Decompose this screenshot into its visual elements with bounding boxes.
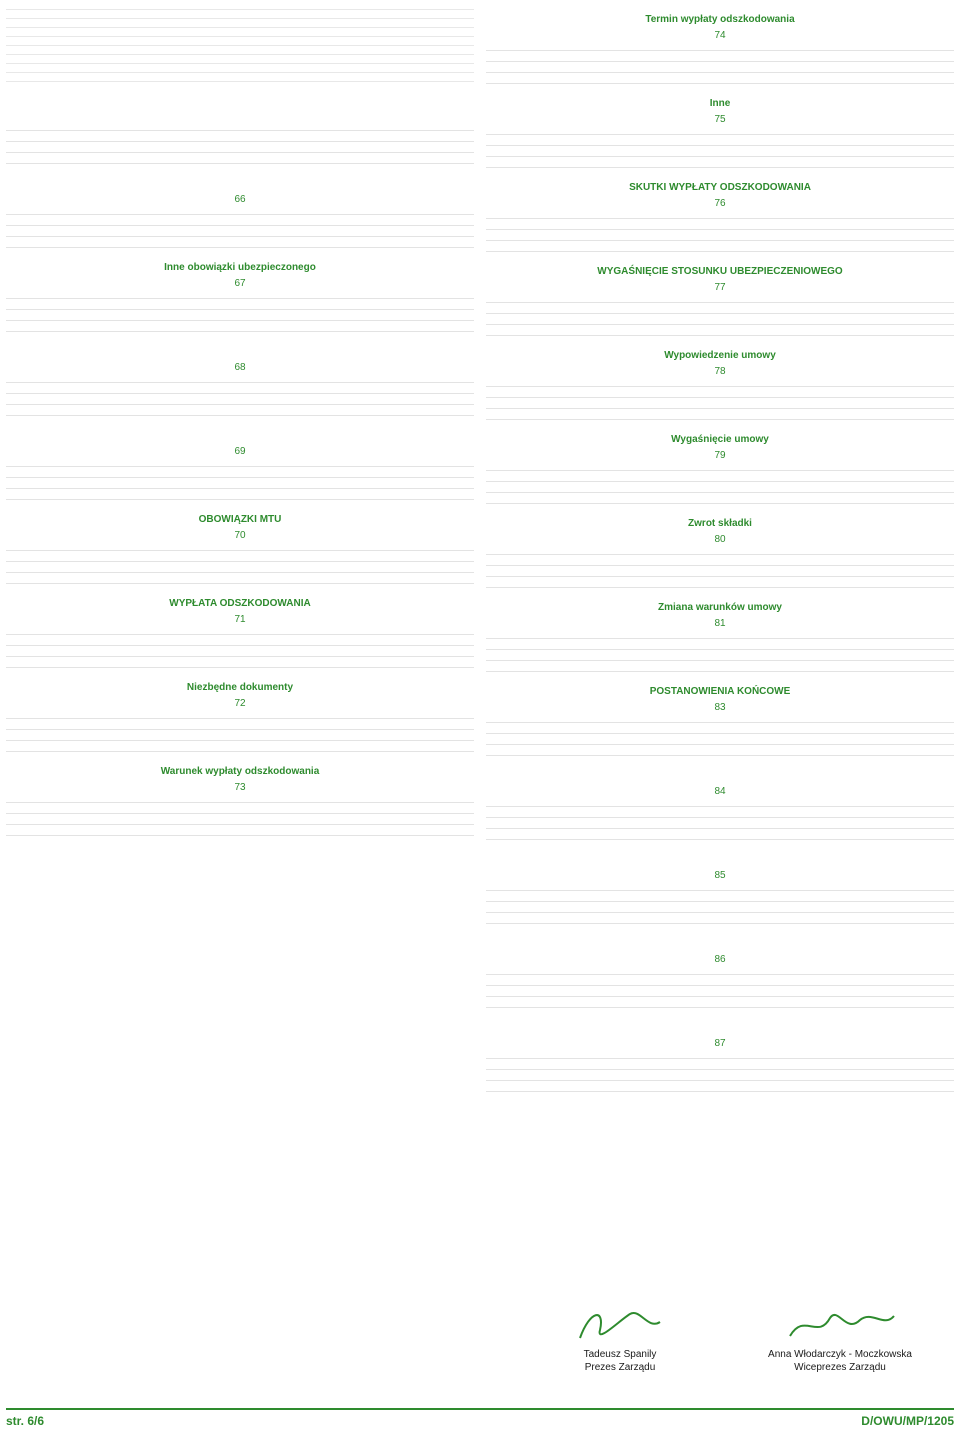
paragraph-number: 68 (234, 362, 246, 373)
paragraph-body (486, 130, 954, 174)
signatory-role: Wiceprezes Zarządu (794, 1362, 886, 1373)
paragraph-body (6, 378, 474, 422)
section (6, 682, 474, 758)
section-heading: Zmiana warunków umowy (658, 602, 782, 613)
paragraph-number: 67 (234, 278, 246, 289)
right-column (486, 6, 954, 1098)
section-heading: Inne obowiązki ubezpieczonego (164, 262, 316, 273)
page-number: str. 6/6 (6, 1414, 45, 1428)
paragraph-number: 87 (714, 1038, 726, 1049)
paragraph-number: 73 (234, 782, 246, 793)
paragraph-body (486, 382, 954, 426)
section-heading: POSTANOWIENIA KOŃCOWE (649, 686, 791, 697)
section-heading (6, 178, 474, 190)
section (486, 1022, 954, 1098)
paragraph-number: 78 (714, 366, 726, 377)
paragraph-body (486, 298, 954, 342)
paragraph-number: 84 (714, 786, 726, 797)
paragraph-body (486, 1054, 954, 1098)
section (486, 602, 954, 678)
paragraph-body (486, 466, 954, 510)
paragraph-number: 75 (714, 114, 726, 125)
section (6, 262, 474, 338)
paragraph-body (6, 126, 474, 170)
section (486, 518, 954, 594)
paragraph-number: 85 (714, 870, 726, 881)
paragraph-number: 76 (714, 198, 726, 209)
section (6, 94, 474, 170)
paragraph-number: 69 (234, 446, 246, 457)
paragraph-number (6, 110, 474, 122)
section-heading: Niezbędne dokumenty (186, 682, 294, 693)
paragraph-number: 70 (234, 530, 246, 541)
paragraph-body (6, 294, 474, 338)
section-heading (486, 854, 954, 866)
section-heading (6, 94, 474, 106)
handwritten-signature (540, 1300, 700, 1348)
section (6, 430, 474, 506)
section-heading: Warunek wypłaty odszkodowania (160, 766, 320, 777)
paragraph-body (6, 630, 474, 674)
signatory-name: Anna Włodarczyk - Moczkowska (768, 1349, 912, 1360)
paragraph-number: 71 (234, 614, 246, 625)
section-heading: SKUTKI WYPŁATY ODSZKODOWANIA (629, 182, 811, 193)
paragraph-number: 79 (714, 450, 726, 461)
paragraph-number: 81 (714, 618, 726, 629)
paragraph-number: 83 (714, 702, 726, 713)
section-heading (486, 770, 954, 782)
paragraph-body (6, 714, 474, 758)
signature-president (540, 1300, 700, 1374)
page-footer (6, 1408, 954, 1428)
section (486, 686, 954, 762)
section-heading: WYGAŚNIĘCIE STOSUNKU UBEZPIECZENIOWEGO (597, 266, 843, 277)
section (6, 178, 474, 254)
continued-text-block (6, 6, 474, 86)
paragraph-body (486, 886, 954, 930)
section (486, 770, 954, 846)
section-heading: Inne (709, 98, 731, 109)
paragraph-body (6, 798, 474, 842)
section (486, 98, 954, 174)
section-heading: Wypowiedzenie umowy (664, 350, 776, 361)
handwritten-signature (760, 1300, 920, 1348)
paragraph-body (486, 970, 954, 1014)
section-heading (6, 346, 474, 358)
section (6, 598, 474, 674)
left-column (6, 6, 474, 842)
section-heading: WYPŁATA ODSZKODOWANIA (169, 598, 311, 609)
section-heading (486, 1022, 954, 1034)
paragraph-number: 72 (234, 698, 246, 709)
signatory-name: Tadeusz Spanily (583, 1349, 657, 1360)
section (486, 434, 954, 510)
paragraph-body (6, 210, 474, 254)
section (6, 514, 474, 590)
paragraph-body (6, 462, 474, 506)
signature-area (540, 1300, 940, 1380)
section-heading: Termin wypłaty odszkodowania (645, 14, 795, 25)
paragraph-number: 80 (714, 534, 726, 545)
paragraph-body (486, 718, 954, 762)
section-heading: Zwrot składki (688, 518, 752, 529)
section-heading (486, 938, 954, 950)
section (486, 182, 954, 258)
paragraph-body (6, 546, 474, 590)
section (6, 346, 474, 422)
paragraph-number: 86 (714, 954, 726, 965)
paragraph-body (486, 550, 954, 594)
section-heading (6, 430, 474, 442)
signature-vice-president (760, 1300, 920, 1374)
section (486, 266, 954, 342)
paragraph-number: 77 (714, 282, 726, 293)
paragraph-body (486, 214, 954, 258)
paragraph-body (486, 634, 954, 678)
paragraph-number: 66 (234, 194, 246, 205)
section-heading: OBOWIĄZKI MTU (198, 514, 282, 525)
section-heading: Wygaśnięcie umowy (671, 434, 769, 445)
paragraph-body (486, 46, 954, 90)
signatory-role: Prezes Zarządu (584, 1362, 656, 1373)
section (486, 350, 954, 426)
paragraph-number: 74 (714, 30, 726, 41)
section (486, 938, 954, 1014)
section (486, 14, 954, 90)
paragraph-body (486, 802, 954, 846)
document-code: D/OWU/MP/1205 (861, 1414, 954, 1428)
section (486, 854, 954, 930)
section (6, 766, 474, 842)
